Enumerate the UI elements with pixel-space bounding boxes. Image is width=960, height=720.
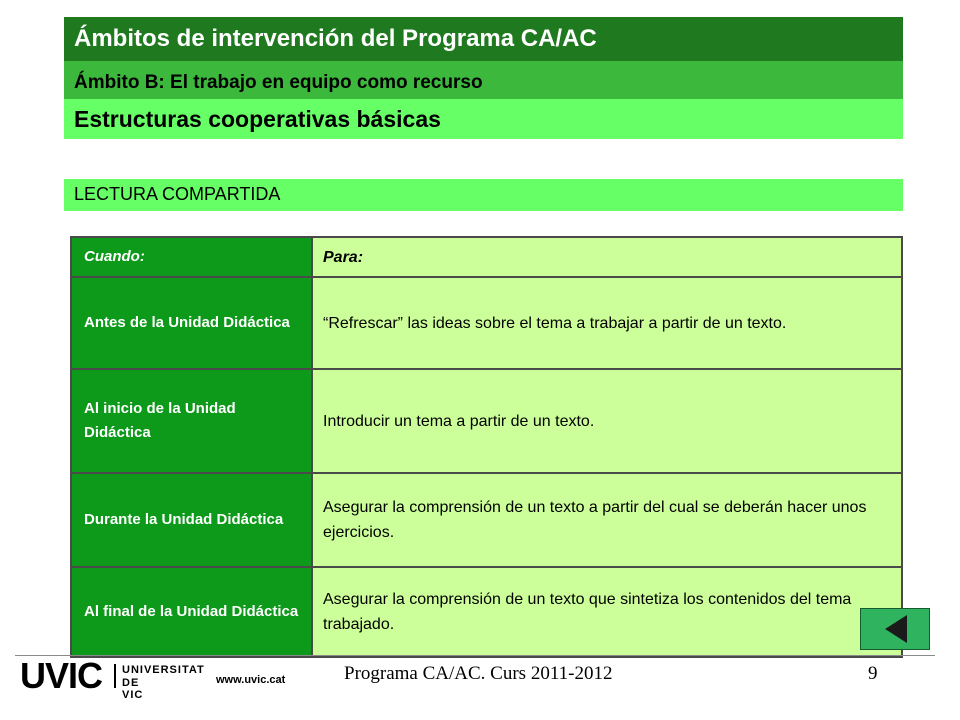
back-arrow-icon: [885, 615, 907, 643]
table-row: [71, 473, 902, 567]
footer-divider: [15, 655, 935, 656]
row-purpose-cell: “Refrescar” las ideas sobre el tema a trabajar a partir de un texto.: [312, 277, 902, 369]
row-purpose-cell: Asegurar la comprensión de un texto que sintetiza los contenidos del tema trabajado.: [312, 567, 902, 657]
header-cell-when: Cuando:: [71, 237, 312, 277]
row-purpose-cell: Introducir un tema a partir de un texto.: [312, 369, 902, 473]
row-when-cell: Durante la Unidad Didáctica: [71, 473, 312, 567]
table-row: [71, 567, 902, 657]
row-purpose-cell: Asegurar la comprensión de un texto a partir del cual se deberán hacer unos ejercicios.: [312, 473, 902, 567]
previous-slide-button[interactable]: [860, 608, 930, 650]
slide-subtitle: Ámbito B: El trabajo en equipo como recurso: [64, 61, 903, 99]
table-row: [71, 277, 902, 369]
section-heading: Estructuras cooperativas básicas: [64, 99, 903, 139]
logo-line-2: DE VIC: [122, 677, 144, 701]
logo-line-1: UNIVERSITAT: [122, 664, 205, 676]
header-cell-purpose: Para:: [312, 237, 902, 277]
website-link[interactable]: www.uvic.cat: [216, 674, 286, 686]
purpose-table: [70, 236, 903, 658]
strategy-label: LECTURA COMPARTIDA: [64, 179, 903, 211]
footer-program-text: Programa CA/AC. Curs 2011-2012: [344, 663, 613, 684]
row-when-cell: Antes de la Unidad Didáctica: [71, 277, 312, 369]
slide-title: Ámbitos de intervención del Programa CA/AC: [64, 17, 903, 61]
table-row: [71, 369, 902, 473]
row-when-cell: Al inicio de la Unidad Didáctica: [71, 369, 312, 473]
table-header-row: [71, 237, 902, 277]
logo-wordmark: UVIC: [20, 655, 103, 696]
row-when-cell: Al final de la Unidad Didáctica: [71, 567, 312, 657]
page-number: 9: [868, 663, 878, 684]
logo-separator: [114, 664, 116, 688]
